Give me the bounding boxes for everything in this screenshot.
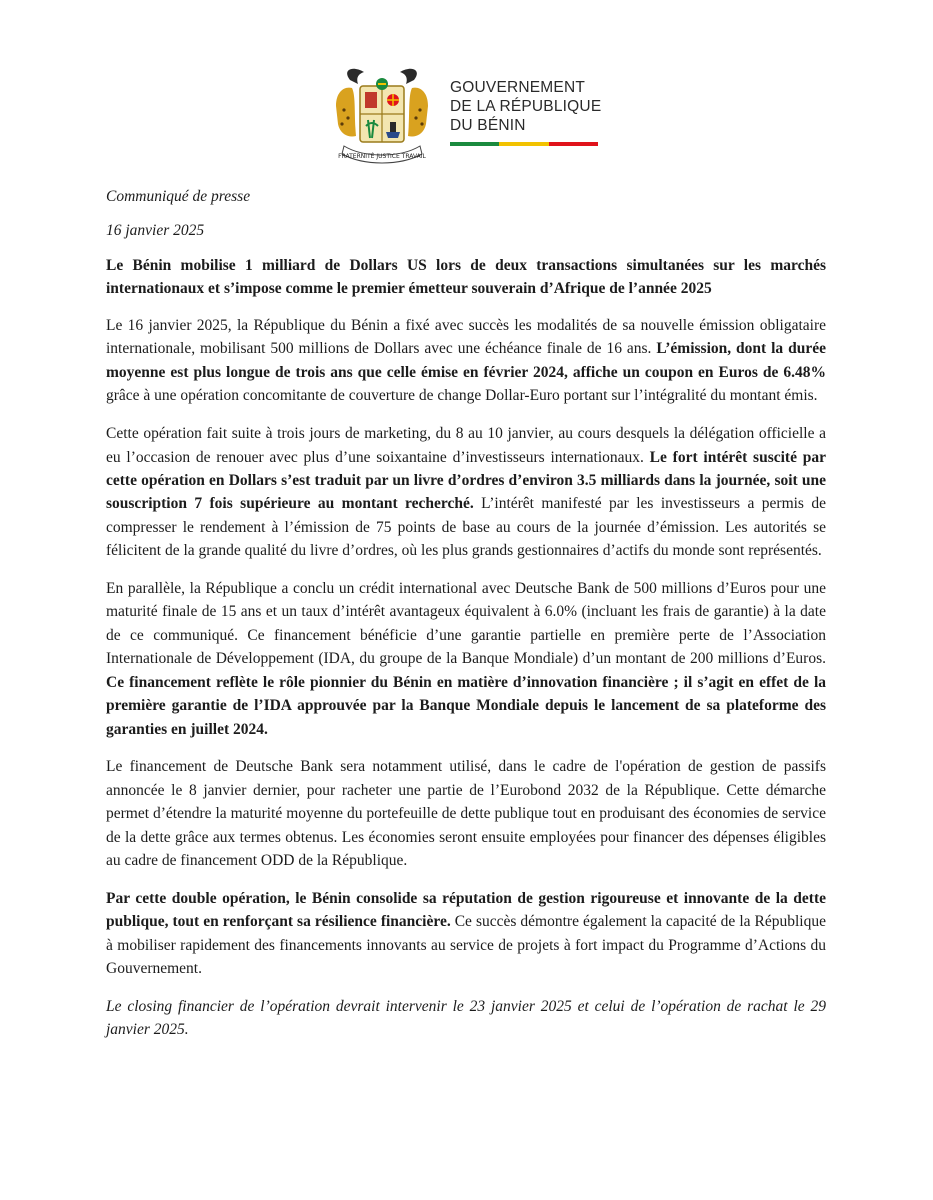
headline: Le Bénin mobilise 1 milliard de Dollars US lors de deux transactions simultanées sur les marchés internationaux et s’impose comme le premier émetteur souverain d’Afrique de l’année 2025 bbox=[106, 257, 826, 297]
document-type: Communiqué de presse bbox=[106, 188, 251, 205]
gov-line-3: DU BÉNIN bbox=[450, 117, 526, 134]
paragraph-5-text: Ce succès démontre également la capacité de la République à mobiliser rapidement des financements innovants au service de projets à fort impact du Programme d’Actions du Gouvernement. bbox=[106, 913, 826, 978]
flag-red bbox=[549, 142, 598, 146]
paragraph-3-text: En parallèle, la République a conclu un crédit international avec Deutsche Bank de 500 millions d’Euros pour une maturité finale de 15 ans et un taux d’intérêt avantageux équivalent à 6.0% (incluant les frais de garantie) à la date de ce communiqué. Ce financement bénéficie d’une garantie partielle en première perte de l’Association Internationale de Développement (IDA, du groupe de la Banque Mondiale) d’un montant de 200 millions d’Euros. bbox=[106, 580, 826, 668]
paragraph-3 bbox=[106, 577, 826, 741]
benin-coat-of-arms-icon bbox=[330, 66, 434, 164]
paragraph-2-text: Cette opération fait suite à trois jours de marketing, du 8 au 10 janvier, au cours desquels la délégation officielle a eu l’occasion de renouer avec plus d’une soixantaine d’investisseurs internationaux. bbox=[106, 425, 826, 466]
paragraph-1-tail: grâce à une opération concomitante de couverture de change Dollar-Euro portant sur l’intégralité du montant émis. bbox=[106, 387, 818, 405]
closing-note: Le closing financier de l’opération devrait intervenir le 23 janvier 2025 et celui de l’opération de rachat le 29 janvier 2025. bbox=[106, 998, 826, 1039]
paragraph-2-tail: L’intérêt manifesté par les investisseurs a permis de compresser le rendement à l’émission de 75 points de base au cours de la journée d’émission. Les autorités se félicitent de la grande qualité du livre d’ordres, où les plus grands gestionnaires d’actifs du monde sont représentés. bbox=[106, 495, 826, 560]
paragraph-1-bold: L’émission, dont la durée moyenne est plus longue de trois ans que celle émise en février 2024, affiche un coupon en Euros de 6.48% bbox=[106, 340, 826, 381]
svg-text:FRATERNITÉ JUSTICE TRAVAIL: FRATERNITÉ JUSTICE TRAVAIL bbox=[338, 153, 426, 160]
letterhead bbox=[330, 66, 610, 166]
document-body bbox=[106, 186, 826, 1056]
paragraph-1 bbox=[106, 314, 826, 408]
flag-yellow bbox=[499, 142, 548, 146]
paragraph-2-bold: Le fort intérêt suscité par cette opération en Dollars s’est traduit par un livre d’ordres d’environ 3.5 milliards dans la journée, soit une souscription 7 fois supérieure au montant recherché. bbox=[106, 448, 826, 513]
gov-line-1: GOUVERNEMENT bbox=[450, 79, 586, 96]
paragraph-2 bbox=[106, 422, 826, 562]
paragraph-5-bold: Par cette double opération, le Bénin consolide sa réputation de gestion rigoureuse et innovante de la dette publique, tout en renforçant sa résilience financière. bbox=[106, 889, 826, 931]
gov-line-2: DE LA RÉPUBLIQUE bbox=[450, 98, 602, 115]
paragraph-4: Le financement de Deutsche Bank sera notamment utilisé, dans le cadre de l'opération de gestion de passifs annoncée le 8 janvier dernier, pour racheter une partie de l’Eurobond 2032 de la République. Cette démarche permet d’étendre la maturité moyenne du portefeuille de dette publique tout en produisant des économies de service de la dette grâce aux termes obtenus. Les économies seront ensuite employées pour financer des dépenses éligibles au cadre de financement ODD de la République. bbox=[106, 758, 826, 870]
flag-green bbox=[450, 142, 499, 146]
government-name bbox=[450, 78, 630, 135]
paragraph-5 bbox=[106, 887, 826, 981]
paragraph-1-text: Le 16 janvier 2025, la République du Bénin a fixé avec succès les modalités de sa nouvelle émission obligataire internationale, mobilisant 500 millions de Dollars avec une échéance finale de 16 ans. bbox=[106, 317, 826, 358]
document-date: 16 janvier 2025 bbox=[106, 222, 205, 239]
paragraph-3-bold: Ce financement reflète le rôle pionnier du Bénin en matière d’innovation financière ; il s’agit en effet de la première garantie de l’IDA approuvée par la Banque Mondiale depuis le lancement de sa plateforme des garanties en juillet 2024. bbox=[106, 673, 826, 738]
national-colors-bar bbox=[450, 142, 598, 146]
